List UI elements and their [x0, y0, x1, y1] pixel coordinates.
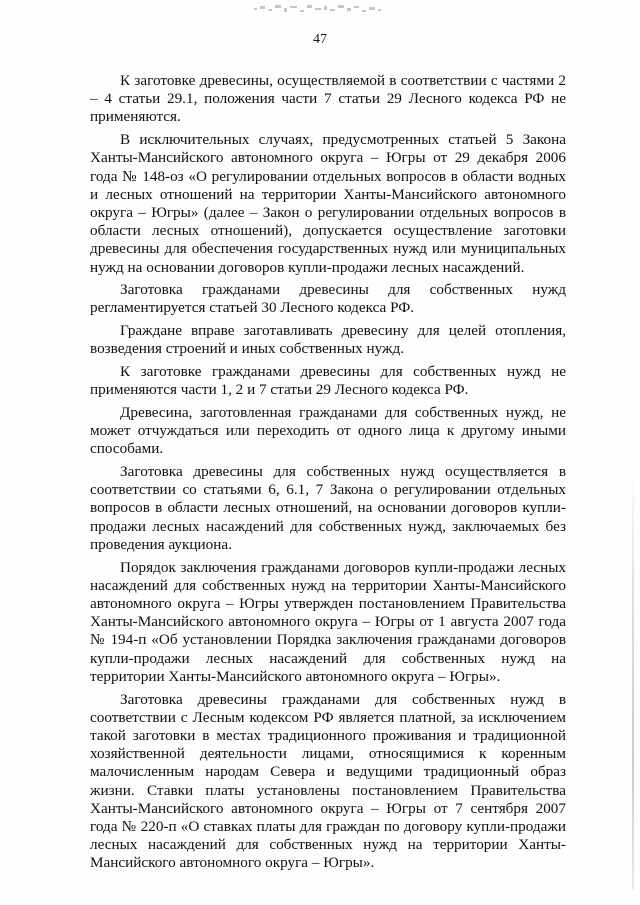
- paragraph: К заготовке гражданами древесины для собственных нужд не применяются части 1, 2 и 7 статьи 29 Лесного кодекса РФ.: [90, 363, 566, 399]
- paragraph: Заготовка гражданами древесины для собственных нужд регламентируется статьей 30 Лесного кодекса РФ.: [90, 281, 566, 317]
- scan-artifact: [248, 2, 388, 18]
- page-number: 47: [313, 32, 327, 47]
- document-body: [90, 72, 566, 877]
- paragraph: Порядок заключения гражданами договоров купли-продажи лесных насаждений для собственных нужд на территории Ханты-Мансийского автономного округа – Югры утвержден постановлением Правительства Ханты-Мансийского автономного округа – Югры от 1 августа 2007 года № 194-п «Об установлении Порядка заключения гражданами договоров купли-продажи лесных насаждений для собственных нужд на территории Ханты-Мансийского автономного округа – Югры».: [90, 558, 566, 685]
- paragraph: Заготовка древесины для собственных нужд осуществляется в соответствии со статьями 6, 6.1, 7 Закона о регулировании отдельных вопросов в области лесных отношений, на основании договоров купли-продажи лесных насаждений для собственных нужд, заключаемых без проведения аукциона.: [90, 463, 566, 553]
- scan-edge-shadow: [632, 470, 634, 890]
- paragraph: Заготовка древесины гражданами для собственных нужд в соответствии с Лесным кодексом РФ является платной, за исключением такой заготовки в местах традиционного проживания и традиционной хозяйственной деятельности лицами, относящимися к коренным малочисленным народам Севера и ведущими традиционный образ жизни. Ставки платы установлены постановлением Правительства Ханты-Мансийского автономного округа – Югры от 7 сентября 2007 года № 220-п «О ставках платы для граждан по договору купли-продажи лесных насаждений для собственных нужд на территории Ханты-Мансийского автономного округа – Югры».: [90, 690, 566, 872]
- paragraph: В исключительных случаях, предусмотренных статьей 5 Закона Ханты-Мансийского автономного округа – Югры от 29 декабря 2006 года № 148-оз «О регулировании отдельных вопросов в области водных и лесных отношений на территории Ханты-Мансийского автономного округа – Югры» (далее – Закон о регулировании отдельных вопросов в области лесных отношений), допускается осуществление заготовки древесины для обеспечения государственных нужд или муниципальных нужд на основании договоров купли-продажи лесных насаждений.: [90, 131, 566, 276]
- paragraph: К заготовке древесины, осуществляемой в соответствии с частями 2 – 4 статьи 29.1, положения части 7 статьи 29 Лесного кодекса РФ не применяются.: [90, 72, 566, 126]
- paragraph: Граждане вправе заготавливать древесину для целей отопления, возведения строений и иных собственных нужд.: [90, 322, 566, 358]
- paragraph: Древесина, заготовленная гражданами для собственных нужд, не может отчуждаться или переходить от одного лица к другому иными способами.: [90, 403, 566, 458]
